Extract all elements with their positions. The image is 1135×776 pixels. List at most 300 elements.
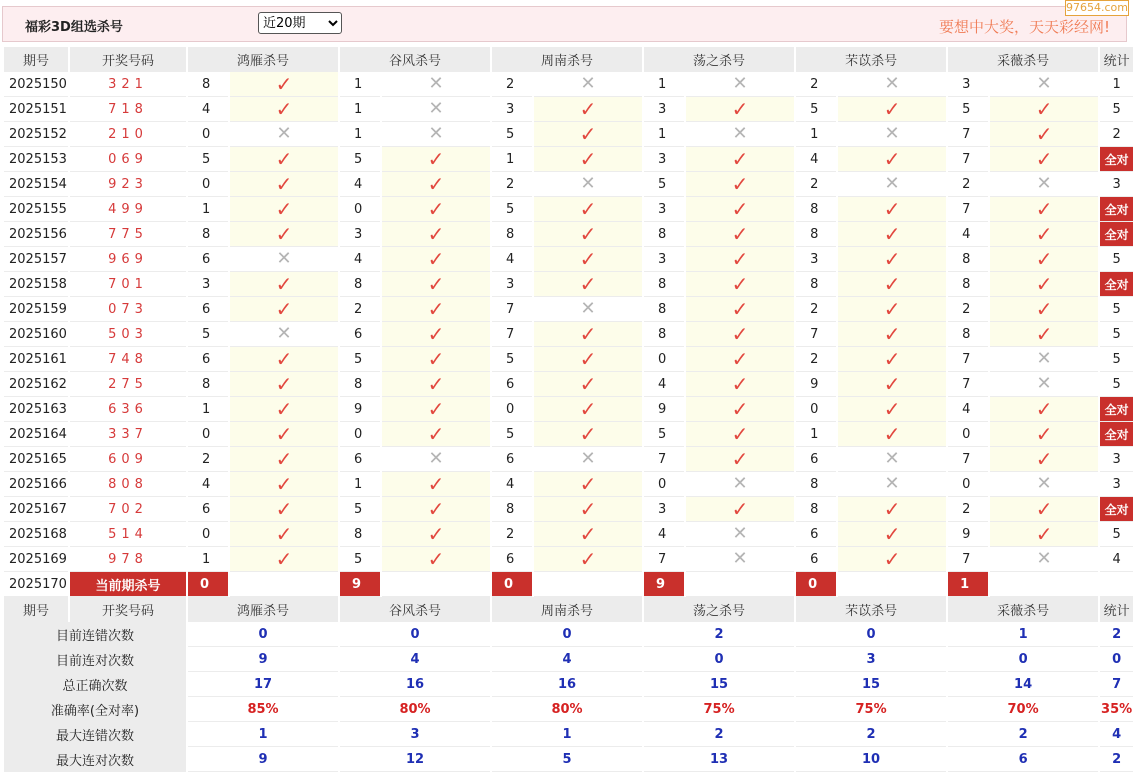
kill-number-cell: 3 (644, 497, 684, 522)
kill-number-cell: 3 (492, 272, 532, 297)
kill-number-cell: 4 (492, 247, 532, 272)
check-icon: ✓ (275, 196, 293, 221)
stats-total: 2 (1100, 747, 1133, 772)
result-cell-hit (990, 197, 1098, 222)
result-cell-hit (990, 147, 1098, 172)
cross-icon: ✕ (884, 173, 900, 194)
cross-icon: ✕ (884, 473, 900, 494)
stats-value: 80% (492, 697, 642, 722)
check-icon: ✓ (883, 346, 901, 371)
stats-value: 5 (492, 747, 642, 772)
check-icon: ✓ (275, 521, 293, 546)
cross-icon: ✕ (428, 448, 444, 469)
period-cell: 2025167 (4, 497, 68, 522)
kill-number-cell: 9 (644, 397, 684, 422)
kill-number-cell: 1 (796, 422, 836, 447)
kill-number-cell: 4 (948, 397, 988, 422)
kill-number-cell: 7 (948, 147, 988, 172)
result-cell-miss (686, 122, 794, 147)
check-icon: ✓ (427, 396, 445, 421)
result-cell-miss (382, 122, 490, 147)
kill-number-cell: 7 (948, 547, 988, 572)
check-icon: ✓ (1035, 446, 1053, 471)
period-cell: 2025157 (4, 247, 68, 272)
kill-number-cell: 3 (644, 247, 684, 272)
stats-value: 0 (644, 647, 794, 672)
stats-value: 15 (796, 672, 946, 697)
cross-icon: ✕ (276, 123, 292, 144)
result-cell-hit (534, 147, 642, 172)
stats-value: 3 (340, 722, 490, 747)
stats-value: 14 (948, 672, 1098, 697)
stats-value: 12 (340, 747, 490, 772)
kill-number-cell: 3 (188, 272, 228, 297)
result-cell-miss (230, 122, 338, 147)
kill-number-cell: 8 (188, 372, 228, 397)
total-cell: 5 (1100, 347, 1133, 372)
table-row (4, 172, 1133, 197)
cross-icon: ✕ (732, 548, 748, 569)
kill-number-cell: 0 (644, 347, 684, 372)
result-cell-hit (838, 297, 946, 322)
kill-number-cell: 0 (796, 397, 836, 422)
check-icon: ✓ (275, 346, 293, 371)
header-expert: 鸿雁杀号 (188, 47, 338, 72)
result-cell-hit (382, 497, 490, 522)
kill-number-cell: 6 (796, 547, 836, 572)
current-kill-number: 0 (796, 572, 836, 597)
result-cell-hit (686, 147, 794, 172)
check-icon: ✓ (427, 321, 445, 346)
kill-number-cell: 8 (492, 497, 532, 522)
draw-number-cell: 775 (70, 222, 186, 247)
kill-number-cell: 0 (340, 197, 380, 222)
result-cell-hit (686, 422, 794, 447)
table-row (4, 247, 1133, 272)
total-cell: 5 (1100, 247, 1133, 272)
slogan-text: 要想中大奖，天天彩经网! (938, 18, 1110, 36)
result-cell-hit (230, 347, 338, 372)
kill-number-cell: 6 (796, 447, 836, 472)
result-cell-hit (534, 397, 642, 422)
check-icon: ✓ (275, 496, 293, 521)
cross-icon: ✕ (732, 123, 748, 144)
kill-number-cell: 0 (340, 422, 380, 447)
result-cell-hit (534, 247, 642, 272)
result-cell-hit (534, 122, 642, 147)
check-icon: ✓ (579, 271, 597, 296)
kill-number-cell: 6 (340, 447, 380, 472)
result-cell-hit (534, 547, 642, 572)
cross-icon: ✕ (884, 123, 900, 144)
empty-cell (990, 572, 1098, 597)
stats-value: 85% (188, 697, 338, 722)
kill-number-cell: 2 (492, 72, 532, 97)
result-cell-hit (230, 447, 338, 472)
kill-number-cell: 7 (948, 122, 988, 147)
header-draw: 开奖号码 (70, 47, 186, 72)
kill-number-cell: 1 (340, 472, 380, 497)
table-row (4, 447, 1133, 472)
result-cell-miss (534, 72, 642, 97)
kill-number-cell: 4 (796, 147, 836, 172)
result-cell-hit (838, 422, 946, 447)
kill-number-cell: 8 (340, 372, 380, 397)
kill-number-cell: 8 (948, 322, 988, 347)
check-icon: ✓ (427, 521, 445, 546)
kill-number-cell: 8 (644, 297, 684, 322)
cross-icon: ✕ (276, 323, 292, 344)
stats-value: 3 (796, 647, 946, 672)
result-cell-miss (382, 447, 490, 472)
result-cell-hit (534, 197, 642, 222)
stats-value: 4 (340, 647, 490, 672)
total-cell: 5 (1100, 322, 1133, 347)
stats-value: 2 (796, 722, 946, 747)
draw-number-cell: 069 (70, 147, 186, 172)
result-cell-hit (230, 297, 338, 322)
check-icon: ✓ (427, 221, 445, 246)
cross-icon: ✕ (580, 298, 596, 319)
result-cell-hit (230, 147, 338, 172)
result-cell-miss (230, 322, 338, 347)
result-cell-hit (686, 197, 794, 222)
result-cell-miss (990, 72, 1098, 97)
check-icon: ✓ (883, 296, 901, 321)
header-total: 统计 (1100, 47, 1133, 72)
period-cell: 2025153 (4, 147, 68, 172)
check-icon: ✓ (1035, 496, 1053, 521)
result-cell-hit (534, 497, 642, 522)
period-cell: 2025152 (4, 122, 68, 147)
result-cell-hit (990, 122, 1098, 147)
kill-number-cell: 4 (340, 247, 380, 272)
header-expert: 芣苡杀号 (796, 597, 946, 622)
kill-number-cell: 2 (492, 172, 532, 197)
check-icon: ✓ (579, 521, 597, 546)
kill-number-cell: 8 (340, 272, 380, 297)
check-icon: ✓ (579, 221, 597, 246)
kill-number-cell: 2 (796, 172, 836, 197)
table-row (4, 97, 1133, 122)
result-cell-hit (382, 197, 490, 222)
kill-number-cell: 0 (948, 422, 988, 447)
check-icon: ✓ (1035, 421, 1053, 446)
stats-value: 1 (188, 722, 338, 747)
kill-number-cell: 0 (188, 122, 228, 147)
kill-number-cell: 8 (796, 472, 836, 497)
kill-number-cell: 6 (188, 247, 228, 272)
kill-number-cell: 8 (948, 247, 988, 272)
kill-number-cell: 0 (948, 472, 988, 497)
check-icon: ✓ (427, 246, 445, 271)
kill-number-cell: 0 (492, 397, 532, 422)
check-icon: ✓ (579, 371, 597, 396)
check-icon: ✓ (579, 396, 597, 421)
check-icon: ✓ (1035, 521, 1053, 546)
stats-row (4, 622, 1133, 647)
kill-number-cell: 2 (492, 522, 532, 547)
draw-number-cell: 808 (70, 472, 186, 497)
kill-number-cell: 6 (188, 497, 228, 522)
check-icon: ✓ (883, 271, 901, 296)
check-icon: ✓ (731, 246, 749, 271)
stats-value: 6 (948, 747, 1098, 772)
header-expert: 采薇杀号 (948, 597, 1098, 622)
check-icon: ✓ (1035, 196, 1053, 221)
cross-icon: ✕ (580, 448, 596, 469)
result-cell-hit (230, 197, 338, 222)
kill-number-cell: 7 (948, 197, 988, 222)
draw-number-cell: 702 (70, 497, 186, 522)
check-icon: ✓ (275, 221, 293, 246)
result-cell-hit (838, 547, 946, 572)
table-row (4, 422, 1133, 447)
kill-number-cell: 8 (492, 222, 532, 247)
kill-number-cell: 7 (948, 347, 988, 372)
kill-number-cell: 6 (492, 447, 532, 472)
kill-number-cell: 2 (796, 297, 836, 322)
check-icon: ✓ (427, 296, 445, 321)
period-range-select[interactable] (258, 12, 342, 34)
result-cell-miss (990, 547, 1098, 572)
empty-cell (686, 572, 794, 597)
header-expert: 芣苡杀号 (796, 47, 946, 72)
kill-number-cell: 3 (948, 72, 988, 97)
check-icon: ✓ (579, 546, 597, 571)
check-icon: ✓ (731, 346, 749, 371)
table-row (4, 497, 1133, 522)
kill-number-cell: 8 (796, 272, 836, 297)
kill-number-cell: 6 (188, 297, 228, 322)
draw-number-cell: 337 (70, 422, 186, 447)
kill-number-cell: 4 (644, 372, 684, 397)
stats-label: 最大连对次数 (4, 747, 186, 772)
table-row (4, 347, 1133, 372)
result-cell-hit (230, 522, 338, 547)
stats-total: 4 (1100, 722, 1133, 747)
cross-icon: ✕ (1036, 73, 1052, 94)
cross-icon: ✕ (276, 248, 292, 269)
stats-row (4, 672, 1133, 697)
result-cell-hit (382, 422, 490, 447)
check-icon: ✓ (427, 196, 445, 221)
cross-icon: ✕ (580, 173, 596, 194)
result-cell-miss (838, 447, 946, 472)
kill-number-cell: 3 (644, 147, 684, 172)
kill-number-cell: 3 (796, 247, 836, 272)
result-cell-hit (534, 372, 642, 397)
current-kill-number: 0 (188, 572, 228, 597)
result-cell-miss (382, 72, 490, 97)
kill-number-cell: 4 (340, 172, 380, 197)
table-row (4, 472, 1133, 497)
stats-header-row (4, 597, 1133, 622)
result-cell-hit (686, 272, 794, 297)
cross-icon: ✕ (1036, 348, 1052, 369)
kill-number-cell: 7 (948, 372, 988, 397)
kill-number-cell: 1 (188, 397, 228, 422)
stats-label: 目前连错次数 (4, 622, 186, 647)
table-row (4, 297, 1133, 322)
kill-number-cell: 1 (340, 72, 380, 97)
result-cell-miss (838, 72, 946, 97)
kill-number-cell: 0 (644, 472, 684, 497)
stats-value: 9 (188, 747, 338, 772)
check-icon: ✓ (883, 371, 901, 396)
result-cell-hit (990, 422, 1098, 447)
stats-value: 13 (644, 747, 794, 772)
result-cell-hit (990, 497, 1098, 522)
check-icon: ✓ (275, 446, 293, 471)
kill-number-cell: 5 (796, 97, 836, 122)
kill-number-cell: 4 (948, 222, 988, 247)
draw-number-cell: 321 (70, 72, 186, 97)
draw-number-cell: 499 (70, 197, 186, 222)
stats-row (4, 722, 1133, 747)
check-icon: ✓ (1035, 96, 1053, 121)
result-cell-hit (686, 372, 794, 397)
check-icon: ✓ (1035, 396, 1053, 421)
check-icon: ✓ (883, 196, 901, 221)
stats-label: 总正确次数 (4, 672, 186, 697)
kill-number-cell: 5 (492, 197, 532, 222)
result-cell-hit (230, 72, 338, 97)
check-icon: ✓ (275, 546, 293, 571)
kill-number-cell: 5 (492, 422, 532, 447)
result-cell-miss (838, 122, 946, 147)
header-period: 期号 (4, 597, 68, 622)
result-cell-hit (990, 397, 1098, 422)
result-cell-hit (686, 222, 794, 247)
check-icon: ✓ (579, 346, 597, 371)
kill-number-cell: 3 (644, 197, 684, 222)
kill-number-cell: 4 (188, 472, 228, 497)
result-cell-hit (382, 172, 490, 197)
result-cell-hit (230, 497, 338, 522)
kill-number-cell: 8 (188, 72, 228, 97)
stats-label: 目前连对次数 (4, 647, 186, 672)
check-icon: ✓ (579, 146, 597, 171)
kill-number-table (2, 47, 1135, 772)
stats-value: 2 (644, 622, 794, 647)
result-cell-hit (534, 522, 642, 547)
result-cell-hit (382, 397, 490, 422)
check-icon: ✓ (731, 146, 749, 171)
table-row (4, 547, 1133, 572)
result-cell-hit (838, 397, 946, 422)
kill-number-cell: 3 (340, 222, 380, 247)
kill-number-cell: 5 (340, 147, 380, 172)
period-cell: 2025169 (4, 547, 68, 572)
period-cell: 2025162 (4, 372, 68, 397)
result-cell-hit (382, 372, 490, 397)
current-kill-label: 当前期杀号 (70, 572, 186, 597)
result-cell-miss (534, 297, 642, 322)
result-cell-miss (534, 172, 642, 197)
kill-number-cell: 2 (796, 72, 836, 97)
stats-value: 10 (796, 747, 946, 772)
kill-number-cell: 9 (796, 372, 836, 397)
kill-number-cell: 1 (796, 122, 836, 147)
kill-number-cell: 1 (188, 197, 228, 222)
result-cell-hit (534, 322, 642, 347)
table-row (4, 397, 1133, 422)
period-cell: 2025160 (4, 322, 68, 347)
stats-value: 0 (188, 622, 338, 647)
check-icon: ✓ (427, 346, 445, 371)
stats-value: 2 (948, 722, 1098, 747)
stats-value: 17 (188, 672, 338, 697)
check-icon: ✓ (883, 221, 901, 246)
result-cell-miss (990, 172, 1098, 197)
check-icon: ✓ (427, 496, 445, 521)
draw-number-cell: 275 (70, 372, 186, 397)
cross-icon: ✕ (732, 473, 748, 494)
check-icon: ✓ (1035, 121, 1053, 146)
result-cell-hit (990, 447, 1098, 472)
kill-number-cell: 9 (948, 522, 988, 547)
stats-value: 15 (644, 672, 794, 697)
period-cell: 2025155 (4, 197, 68, 222)
result-cell-hit (534, 472, 642, 497)
header-total: 统计 (1100, 597, 1133, 622)
kill-number-cell: 5 (644, 422, 684, 447)
kill-number-cell: 2 (948, 497, 988, 522)
kill-number-cell: 1 (340, 97, 380, 122)
all-correct-badge: 全对 (1100, 397, 1133, 422)
table-row (4, 322, 1133, 347)
stats-value: 80% (340, 697, 490, 722)
total-cell: 5 (1100, 97, 1133, 122)
table-row (4, 72, 1133, 97)
result-cell-miss (230, 247, 338, 272)
check-icon: ✓ (731, 321, 749, 346)
stats-total: 7 (1100, 672, 1133, 697)
result-cell-hit (838, 222, 946, 247)
result-cell-hit (838, 147, 946, 172)
period-cell: 2025156 (4, 222, 68, 247)
stats-value: 1 (948, 622, 1098, 647)
result-cell-hit (230, 397, 338, 422)
kill-number-cell: 6 (340, 322, 380, 347)
result-cell-miss (838, 472, 946, 497)
result-cell-miss (990, 372, 1098, 397)
result-cell-miss (686, 72, 794, 97)
kill-number-cell: 6 (796, 522, 836, 547)
header-expert: 周南杀号 (492, 597, 642, 622)
header-expert: 周南杀号 (492, 47, 642, 72)
total-cell: 5 (1100, 372, 1133, 397)
header-period: 期号 (4, 47, 68, 72)
check-icon: ✓ (579, 196, 597, 221)
check-icon: ✓ (1035, 321, 1053, 346)
result-cell-hit (838, 522, 946, 547)
result-cell-miss (686, 472, 794, 497)
current-kill-number: 9 (644, 572, 684, 597)
check-icon: ✓ (731, 446, 749, 471)
result-cell-hit (382, 272, 490, 297)
check-icon: ✓ (579, 121, 597, 146)
kill-number-cell: 8 (796, 197, 836, 222)
check-icon: ✓ (579, 421, 597, 446)
total-cell: 3 (1100, 172, 1133, 197)
result-cell-hit (686, 497, 794, 522)
cross-icon: ✕ (884, 448, 900, 469)
result-cell-miss (990, 472, 1098, 497)
period-cell: 2025161 (4, 347, 68, 372)
result-cell-hit (686, 247, 794, 272)
